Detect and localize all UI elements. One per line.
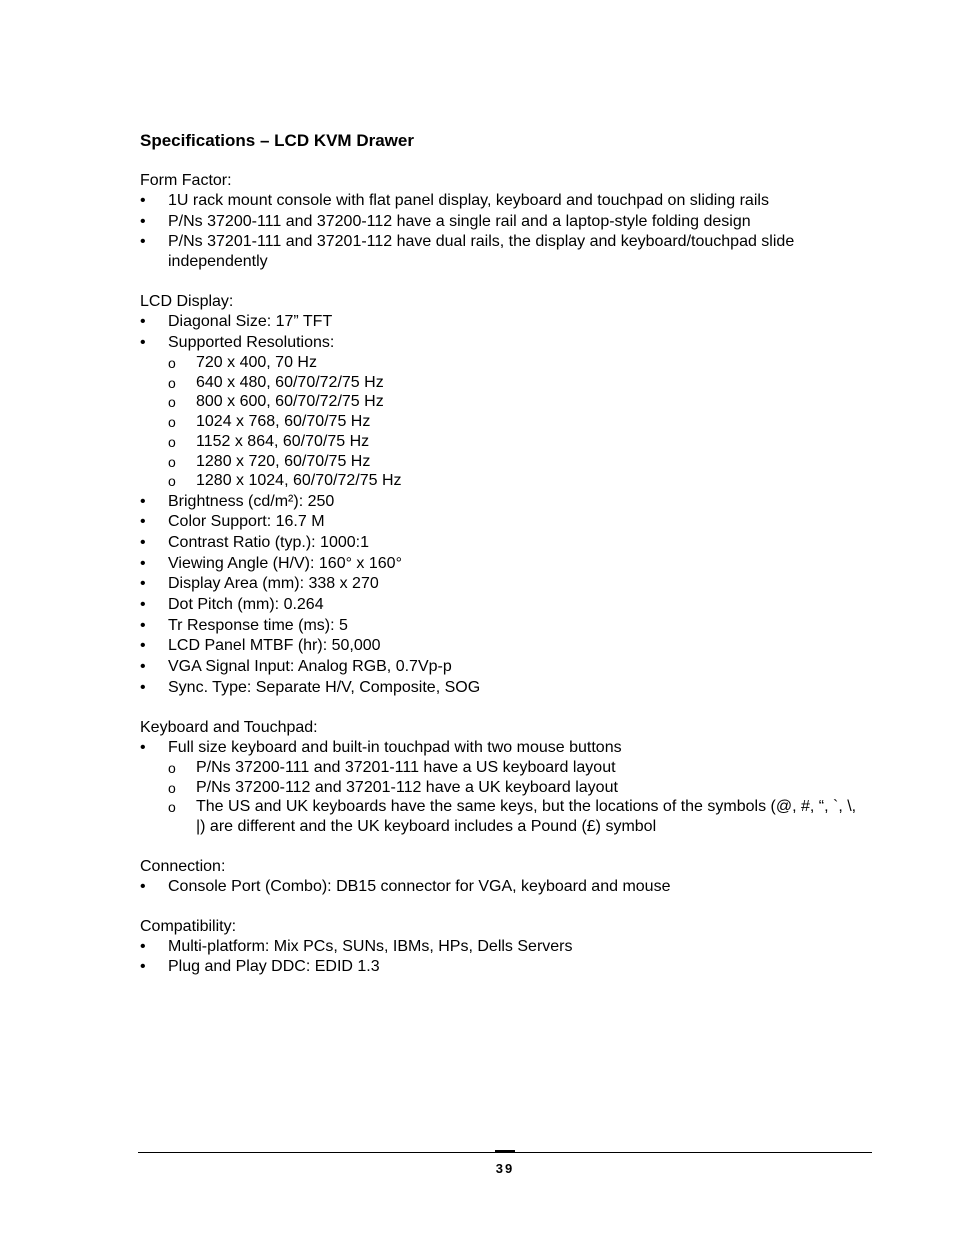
list-item-text: VGA Signal Input: Analog RGB, 0.7Vp-p [168,658,452,676]
bullet-icon: • [140,738,146,756]
list-item-text: P/Ns 37200-111 and 37200-112 have a single rail and a laptop-style folding design [168,212,751,230]
list-item [140,333,860,491]
sub-bullet-icon: o [168,355,176,372]
bullet-list [140,738,860,837]
list-item-text: Brightness (cd/m²): 250 [168,492,335,510]
list-item-text: Color Support: 16.7 M [168,513,325,531]
sub-list-item [140,778,860,798]
page-title: Specifications – LCD KVM Drawer [140,131,414,150]
bullet-icon: • [140,937,146,955]
section-heading: LCD Display: [140,293,234,311]
list-item-text: Supported Resolutions: [168,334,335,352]
sub-list-item-text: 640 x 480, 60/70/72/75 Hz [196,373,384,391]
sub-bullet-icon: o [168,453,176,470]
list-item-text: Full size keyboard and built-in touchpad with two mouse buttons [168,738,622,756]
bullet-icon: • [140,313,146,331]
sub-list-item [140,471,860,491]
bullet-icon: • [140,958,146,976]
section-heading: Form Factor: [140,172,232,189]
section-heading: Compatibility: [140,917,237,935]
sub-bullet-icon: o [168,394,176,411]
sub-bullet-icon: o [168,799,176,816]
bullet-icon: • [140,575,146,593]
section-heading: Keyboard and Touchpad: [140,718,318,736]
sub-list-item-text: The US and UK keyboards have the same keys, but the locations of the symbols (@, #, “, `, \, |) are different and the UK keyboard includes a Pound (£) symbol [196,798,857,835]
sub-bullet-icon: o [168,374,176,391]
list-item [140,191,860,211]
spec-section [140,292,860,697]
list-item [140,312,860,332]
sub-list-item-text: 1280 x 1024, 60/70/72/75 Hz [196,472,402,490]
list-item-text: Plug and Play DDC: EDID 1.3 [168,958,380,976]
page-content [140,130,860,997]
sub-list-item-text: P/Ns 37200-112 and 37201-112 have a UK keyboard layout [196,778,618,796]
list-item [140,232,860,272]
bullet-list [140,312,860,697]
bullet-icon: • [140,212,146,230]
bullet-icon: • [140,678,146,696]
list-item [140,657,860,677]
sub-bullet-icon: o [168,414,176,431]
sub-list-item [140,758,860,778]
list-item [140,877,860,897]
list-item-text: LCD Panel MTBF (hr): 50,000 [168,637,381,655]
list-item [140,957,860,977]
sub-list-item-text: 1280 x 720, 60/70/75 Hz [196,452,371,470]
list-item [140,636,860,656]
list-item [140,574,860,594]
sub-list-item [140,432,860,452]
bullet-list [140,937,860,978]
bullet-icon: • [140,534,146,552]
list-item [140,678,860,698]
list-item [140,616,860,636]
sub-list-item [140,392,860,412]
bullet-icon: • [140,334,146,352]
sub-list-item [140,412,860,432]
list-item-text: Viewing Angle (H/V): 160° x 160° [168,554,402,572]
bullet-icon: • [140,637,146,655]
sub-list-item [140,452,860,472]
bullet-icon: • [140,554,146,572]
list-item [140,738,860,837]
list-item-text: Tr Response time (ms): 5 [168,616,348,634]
spec-section [140,171,860,272]
spec-sections [140,171,860,977]
list-item [140,212,860,232]
list-item [140,595,860,615]
sub-list-item [140,797,860,836]
sub-bullet-icon: o [168,473,176,490]
list-item-text: Multi-platform: Mix PCs, SUNs, IBMs, HPs, Dells Servers [168,937,573,955]
sub-bullet-icon: o [168,433,176,450]
bullet-icon: • [140,877,146,895]
bullet-icon: • [140,658,146,676]
bullet-icon: • [140,596,146,614]
spec-section [140,857,860,897]
spec-section [140,917,860,978]
list-item-text: P/Ns 37201-111 and 37201-112 have dual rails, the display and keyboard/touchpad slide independently [168,233,795,271]
bullet-icon: • [140,513,146,531]
list-item-text: Contrast Ratio (typ.): 1000:1 [168,534,369,552]
spec-section [140,718,860,837]
sub-list-item-text: 800 x 600, 60/70/72/75 Hz [196,393,384,411]
list-item-text: 1U rack mount console with flat panel display, keyboard and touchpad on sliding rails [168,192,769,209]
sub-bullet-icon: o [168,779,176,796]
sub-bullet-icon: o [168,759,176,776]
footer-divider-tick [495,1150,515,1153]
sub-list-item-text: 1024 x 768, 60/70/75 Hz [196,413,371,431]
sub-list-item [140,373,860,393]
bullet-icon: • [140,492,146,510]
sub-list [140,353,860,491]
bullet-icon: • [140,616,146,634]
list-item-text: Dot Pitch (mm): 0.264 [168,596,324,614]
list-item-text: Sync. Type: Separate H/V, Composite, SOG [168,678,481,696]
list-item [140,937,860,957]
list-item-text: Diagonal Size: 17” TFT [168,313,333,331]
sub-list-item-text: P/Ns 37200-111 and 37201-111 have a US keyboard layout [196,758,616,776]
bullet-list [140,191,860,272]
list-item [140,512,860,532]
bullet-list [140,877,860,897]
list-item [140,533,860,553]
section-heading: Connection: [140,857,226,875]
list-item-text: Console Port (Combo): DB15 connector for VGA, keyboard and mouse [168,877,671,895]
sub-list-item-text: 720 x 400, 70 Hz [196,354,317,372]
bullet-icon: • [140,233,146,251]
list-item-text: Display Area (mm): 338 x 270 [168,575,379,593]
list-item [140,554,860,574]
sub-list [140,758,860,837]
sub-list-item [140,353,860,373]
sub-list-item-text: 1152 x 864, 60/70/75 Hz [196,432,370,450]
bullet-icon: • [140,192,146,209]
page-number: 39 [495,1161,515,1176]
list-item [140,492,860,512]
